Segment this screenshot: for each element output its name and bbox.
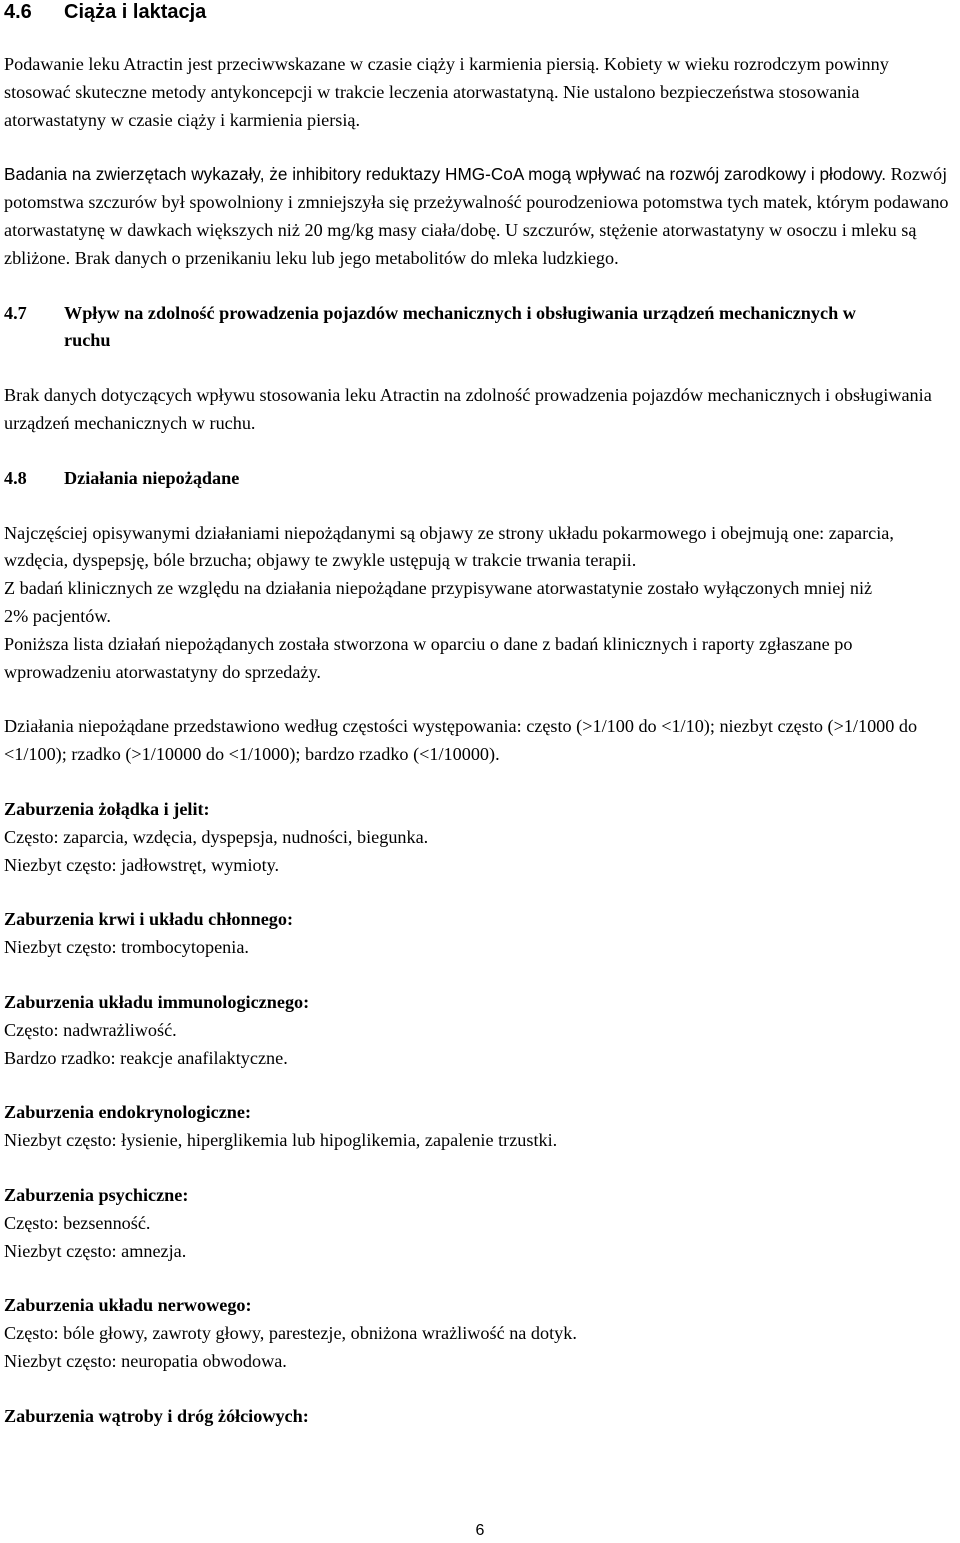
section-title: Ciąża i laktacja: [64, 1, 207, 23]
category-immune: [4, 989, 956, 1072]
section-number: 4.8: [4, 467, 27, 488]
category-title: Zaburzenia żołądka i jelit:: [4, 798, 210, 819]
category-line: Często: bezsenność.: [4, 1212, 151, 1233]
category-title: Zaburzenia wątroby i dróg żółciowych:: [4, 1405, 309, 1426]
section-heading-4-8: [4, 465, 956, 493]
category-line: Często: bóle głowy, zawroty głowy, parestezje, obniżona wrażliwość na dotyk.: [4, 1323, 577, 1344]
paragraph-list-source: Poniższa lista działań niepożądanych została stworzona w oparciu o dane z badań klinicznych i raporty zgłaszane po wprowadzeniu atorwastatyny do sprzedaży.: [4, 633, 853, 682]
category-nervous: [4, 1292, 956, 1375]
section-title: Wpływ na zdolność prowadzenia pojazdów mechanicznych i obsługiwania urządzeń mechanicznych w ruchu: [64, 302, 856, 351]
category-line: Często: zaparcia, wzdęcia, dyspepsja, nudności, biegunka.: [4, 826, 429, 847]
category-blood: [4, 906, 956, 962]
paragraph-animal-studies: [4, 161, 956, 272]
section-heading-4-6: [4, 0, 956, 24]
paragraph-most-common-effects: Najczęściej opisywanymi działaniami niepożądanymi są objawy ze strony układu pokarmowego i obejmują one: zaparcia, wzdęcia, dyspepsję, bóle brzucha; objawy te zwykle ustępują w trakcie trwania terapii.: [4, 522, 894, 571]
category-line: Bardzo rzadko: reakcje anafilaktyczne.: [4, 1047, 288, 1068]
paragraph-pregnancy-contraindication: Podawanie leku Atractin jest przeciwwskazane w czasie ciąży i karmienia piersią. Kobiety w wieku rozrodczym powinny stosować skuteczne metody antykoncepcji w trakcie leczenia atorwastatyną. Nie ustalono bezpieczeństwa stosowania atorwastatyny w czasie ciąży i karmienia piersią.: [4, 54, 889, 130]
category-endocrine: [4, 1099, 956, 1155]
section-heading-4-7: [4, 300, 956, 356]
paragraph-discontinuation: Z badań klinicznych ze względu na działania niepożądane przypisywane atorwastatynie zostało wyłączonych mniej niż 2% pacjentów.: [4, 578, 873, 626]
category-psychiatric: [4, 1182, 956, 1265]
category-title: Zaburzenia układu nerwowego:: [4, 1295, 252, 1316]
category-hepatobiliary: [4, 1403, 956, 1431]
category-title: Zaburzenia układu immunologicznego:: [4, 991, 310, 1012]
category-title: Zaburzenia endokrynologiczne:: [4, 1102, 252, 1123]
category-line: Niezbyt często: amnezja.: [4, 1240, 187, 1261]
section-title: Działania niepożądane: [64, 467, 240, 488]
paragraph-frequency-definitions: Działania niepożądane przedstawiono według częstości występowania: często (>1/100 do <1/10); niezbyt często (>1/1000 do <1/100); rzadko (>1/10000 do <1/1000); bardzo rzadko (<1/10000).: [4, 716, 918, 765]
animal-studies-intro: Badania na zwierzętach wykazały, że inhibitory reduktazy HMG-CoA mogą wpływać na rozwój zarodkowy i płodowy.: [4, 164, 887, 185]
paragraph-driving: Brak danych dotyczących wpływu stosowania leku Atractin na zdolność prowadzenia pojazdów mechanicznych i obsługiwania urządzeń mechanicznych w ruchu.: [4, 385, 932, 433]
section-number: 4.6: [4, 1, 32, 23]
category-line: Niezbyt często: trombocytopenia.: [4, 937, 249, 958]
category-line: Niezbyt często: łysienie, hiperglikemia lub hipoglikemia, zapalenie trzustki.: [4, 1130, 558, 1151]
category-line: Często: nadwrażliwość.: [4, 1019, 177, 1040]
document-page: [4, 0, 956, 1430]
page-number: 6: [475, 1522, 485, 1539]
category-gi: [4, 796, 956, 879]
category-line: Niezbyt często: jadłowstręt, wymioty.: [4, 854, 280, 875]
category-title: Zaburzenia krwi i układu chłonnego:: [4, 909, 294, 930]
section-number: 4.7: [4, 302, 27, 323]
animal-studies-detail: Rozwój potomstwa szczurów był spowolniony i zmniejszyła się przeżywalność pourodzeniowa potomstwa tych matek, którym podawano atorwastatynę w dawkach większych niż 20 mg/kg masy ciała/dobę. U szczurów, stężenie atorwastatyny w osoczu i mleku są zbliżone. Brak danych o przenikaniu leku lub jego metabolitów do mleka ludzkiego.: [4, 164, 949, 268]
category-line: Niezbyt często: neuropatia obwodowa.: [4, 1350, 287, 1371]
category-title: Zaburzenia psychiczne:: [4, 1184, 189, 1205]
